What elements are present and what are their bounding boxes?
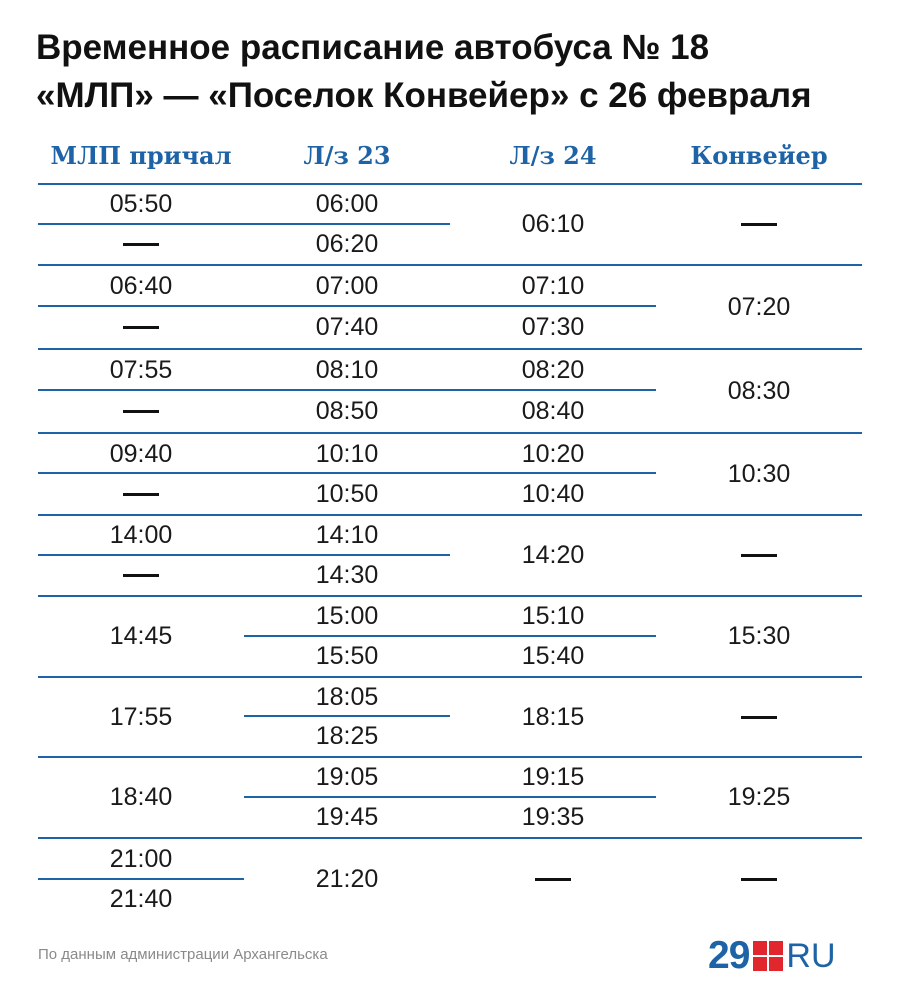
no-departure-cell — [656, 678, 862, 756]
time-cell-lz23: 18:25 — [315, 722, 379, 750]
time-cell-lz24: 19:15 — [521, 763, 585, 792]
time-cell-lz24: 07:10 — [521, 272, 585, 300]
time-cell-konveyer: 19:25 — [727, 783, 791, 811]
time-cell-lz23: 15:50 — [315, 641, 379, 670]
time-cell-lz23: 06:20 — [315, 229, 379, 258]
time-cell-mlp: 14:00 — [109, 521, 173, 550]
time-cell-lz23: 06:00 — [315, 190, 379, 219]
no-departure-cell — [38, 391, 244, 432]
dash-icon — [741, 554, 777, 557]
time-cell-lz24: 10:40 — [521, 479, 585, 508]
time-cell-lz23: 08:50 — [315, 397, 379, 425]
time-cell-lz23: 14:30 — [315, 560, 379, 589]
time-cell-lz23: 07:40 — [315, 313, 379, 341]
time-cell-konveyer: 07:20 — [727, 292, 791, 321]
no-departure-cell — [38, 556, 244, 596]
time-cell-mlp: 06:40 — [109, 272, 173, 300]
time-cell-lz23: 19:05 — [315, 763, 379, 792]
column-header-lz23: Л/з 23 — [303, 141, 391, 170]
time-cell-lz23: 18:05 — [315, 683, 379, 711]
logo-mark-icon — [753, 941, 783, 971]
time-cell-lz24: 08:20 — [521, 356, 585, 384]
dash-icon — [741, 716, 777, 719]
time-cell-lz23: 21:20 — [315, 865, 379, 893]
title-line-2: «МЛП» — «Поселок Конвейер» с 26 февраля — [36, 76, 812, 115]
time-cell-lz23: 14:10 — [315, 521, 379, 550]
logo-number: 29 — [708, 934, 750, 977]
dash-icon — [535, 878, 571, 881]
time-cell-mlp: 17:55 — [109, 702, 173, 731]
time-cell-lz23: 15:00 — [315, 602, 379, 631]
page-title — [36, 24, 876, 120]
column-header-lz24: Л/з 24 — [509, 141, 597, 170]
dash-icon — [123, 243, 159, 246]
time-cell-mlp: 18:40 — [109, 783, 173, 811]
time-cell-lz24: 18:15 — [521, 702, 585, 731]
logo-suffix: RU — [786, 936, 836, 975]
time-cell-lz23: 19:45 — [315, 802, 379, 831]
dash-icon — [123, 493, 159, 496]
time-cell-lz24: 07:30 — [521, 313, 585, 341]
dash-icon — [123, 574, 159, 577]
time-cell-lz24: 14:20 — [521, 541, 585, 569]
time-cell-lz24: 06:10 — [521, 210, 585, 238]
brand-logo — [708, 934, 836, 978]
time-cell-lz23: 07:00 — [315, 272, 379, 300]
dash-icon — [741, 223, 777, 226]
time-cell-mlp: 14:45 — [109, 622, 173, 650]
dash-icon — [741, 878, 777, 881]
column-header-konveyer: Конвейер — [690, 141, 828, 170]
column-header-mlp: МЛП причал — [50, 141, 232, 170]
time-cell-konveyer: 10:30 — [727, 459, 791, 488]
no-departure-cell — [450, 839, 656, 920]
no-departure-cell — [656, 516, 862, 595]
time-cell-lz24: 15:10 — [521, 602, 585, 631]
time-cell-konveyer: 15:30 — [727, 622, 791, 650]
no-departure-cell — [38, 307, 244, 348]
time-cell-mlp: 09:40 — [109, 439, 173, 468]
time-cell-mlp: 21:00 — [109, 844, 173, 873]
no-departure-cell — [38, 474, 244, 514]
time-cell-lz23: 08:10 — [315, 356, 379, 384]
source-note: По данным администрации Архангельска — [38, 946, 328, 963]
time-cell-lz24: 08:40 — [521, 397, 585, 425]
time-cell-lz23: 10:50 — [315, 479, 379, 508]
title-line-1: Временное расписание автобуса № 18 — [36, 28, 710, 67]
time-cell-lz24: 15:40 — [521, 641, 585, 670]
time-cell-mlp: 05:50 — [109, 190, 173, 219]
no-departure-cell — [656, 185, 862, 264]
no-departure-cell — [38, 225, 244, 265]
dash-icon — [123, 410, 159, 413]
time-cell-mlp: 07:55 — [109, 356, 173, 384]
time-cell-lz24: 19:35 — [521, 802, 585, 831]
dash-icon — [123, 326, 159, 329]
time-cell-mlp: 21:40 — [109, 885, 173, 914]
time-cell-lz24: 10:20 — [521, 439, 585, 468]
time-cell-konveyer: 08:30 — [727, 376, 791, 405]
no-departure-cell — [656, 839, 862, 920]
time-cell-lz23: 10:10 — [315, 439, 379, 468]
